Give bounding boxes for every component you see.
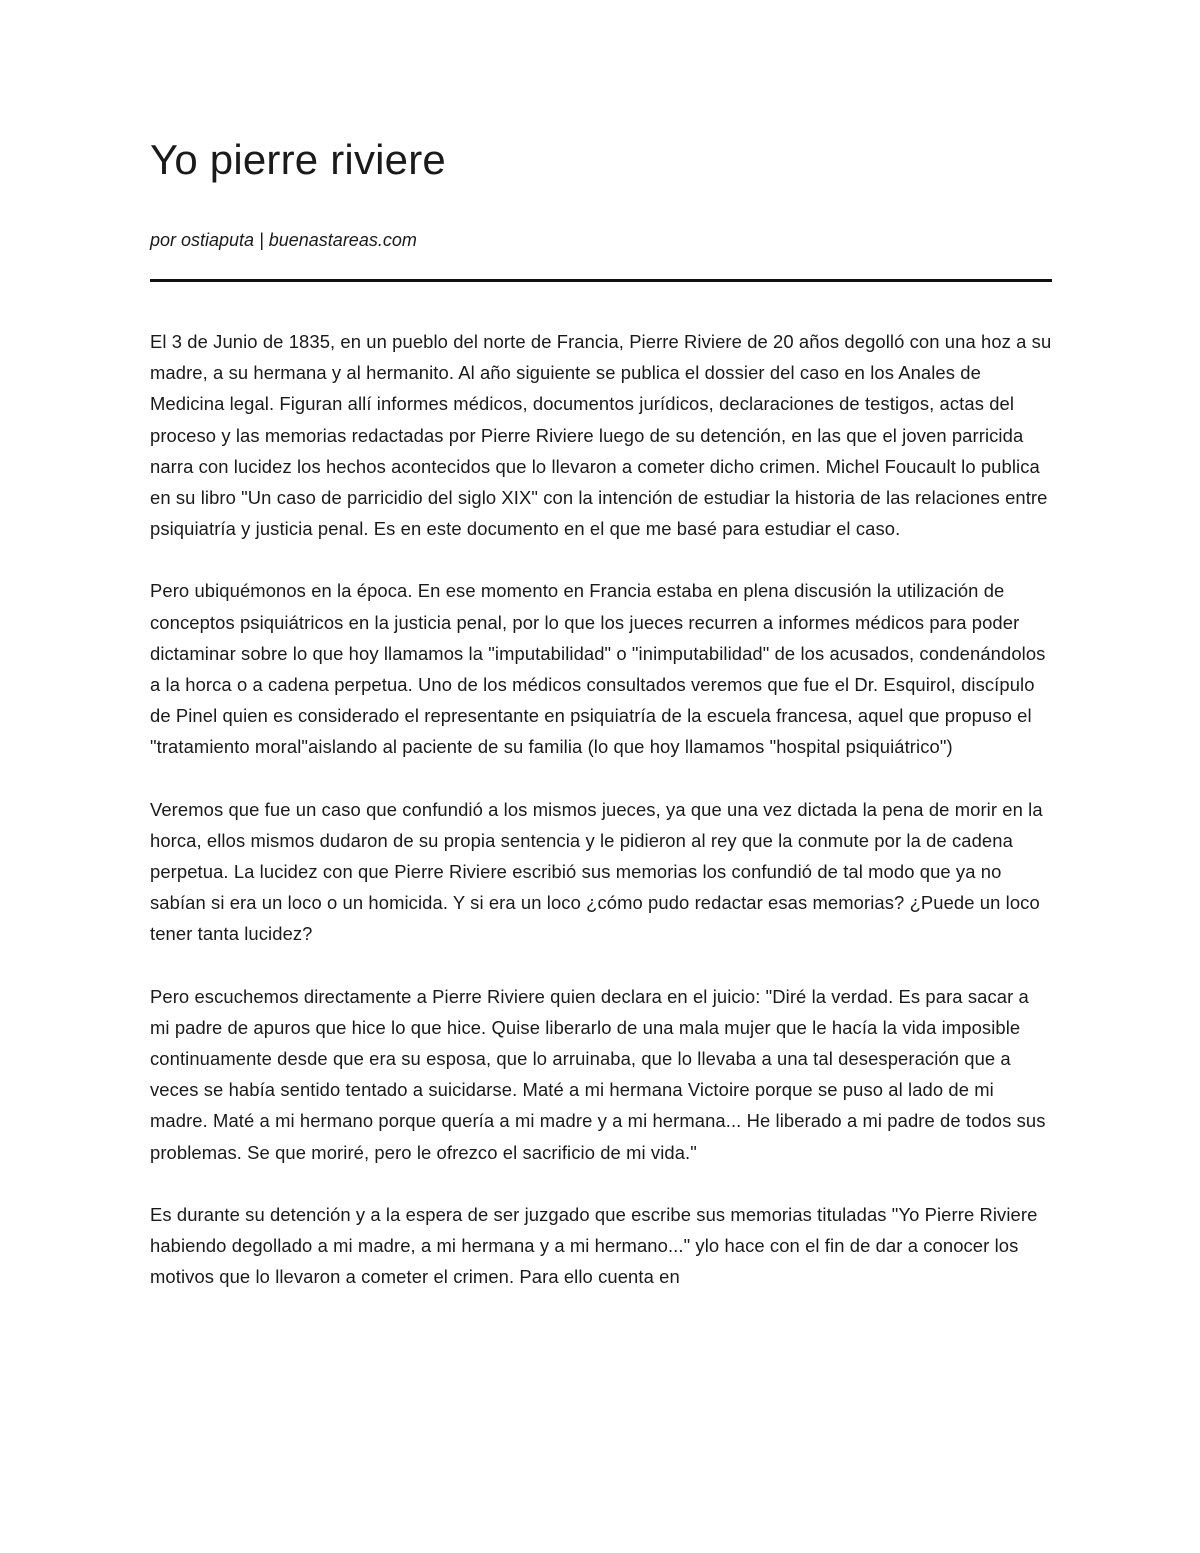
document-title: Yo pierre riviere: [150, 136, 446, 183]
body-paragraph: El 3 de Junio de 1835, en un pueblo del norte de Francia, Pierre Riviere de 20 años degolló con una hoz a su madre, a su hermana y al hermanito. Al año siguiente se publica el dossier del caso en los Anales de Medicina legal. Figuran allí informes médicos, documentos jurídicos, declaraciones de testigos, actas del proceso y las memorias redactadas por Pierre Riviere luego de su detención, en las que el joven parricida narra con lucidez los hechos acontecidos que lo llevaron a cometer dicho crimen. Michel Foucault lo publica en su libro "Un caso de parricidio del siglo XIX" con la intención de estudiar la historia de las relaciones entre psiquiatría y justicia penal. Es en este documento en el que me basé para estudiar el caso.: [150, 331, 1052, 540]
document-byline: por ostiaputa | buenastareas.com: [150, 230, 417, 250]
body-paragraph: Pero escuchemos directamente a Pierre Riviere quien declara en el juicio: "Diré la verdad. Es para sacar a mi padre de apuros que hice lo que hice. Quise liberarlo de una mala mujer que le hacía la vida imposible continuamente desde que era su esposa, que lo arruinaba, que lo llevaba a una tal desesperación que a veces se había sentido tentado a suicidarse. Maté a mi hermana Victoire porque se puso al lado de mi madre. Maté a mi hermano porque quería a mi madre y a mi hermana... He liberado a mi padre de todos sus problemas. Se que moriré, pero le ofrezco el sacrificio de mi vida.": [150, 985, 1046, 1163]
title-divider: [150, 279, 1052, 282]
body-paragraph: Es durante su detención y a la espera de ser juzgado que escribe sus memorias tituladas "Yo Pierre Riviere habiendo degollado a mi madre, a mi hermana y a mi hermano..." ylo hace con el fin de dar a conocer los motivos que lo llevaron a cometer el crimen. Para ello cuenta en: [150, 1203, 1038, 1288]
body-paragraph: Pero ubiquémonos en la época. En ese momento en Francia estaba en plena discusión la utilización de conceptos psiquiátricos en la justicia penal, por lo que los jueces recurren a informes médicos para poder dictaminar sobre lo que hoy llamamos la "imputabilidad" o "inimputabilidad" de los acusados, condenándolos a la horca o a cadena perpetua. Uno de los médicos consultados veremos que fue el Dr. Esquirol, discípulo de Pinel quien es considerado el representante en psiquiatría de la escuela francesa, aquel que propuso el "tratamiento moral"aislando al paciente de su familia (lo que hoy llamamos "hospital psiquiátrico"): [150, 580, 1046, 758]
document-body: [150, 326, 1052, 1292]
body-paragraph: Veremos que fue un caso que confundió a los mismos jueces, ya que una vez dictada la pena de morir en la horca, ellos mismos dudaron de su propia sentencia y le pidieron al rey que la conmute por la de cadena perpetua. La lucidez con que Pierre Riviere escribió sus memorias los confundió de tal modo que ya no sabían si era un loco o un homicida. Y si era un loco ¿cómo pudo redactar esas memorias? ¿Puede un loco tener tanta lucidez?: [150, 798, 1043, 945]
